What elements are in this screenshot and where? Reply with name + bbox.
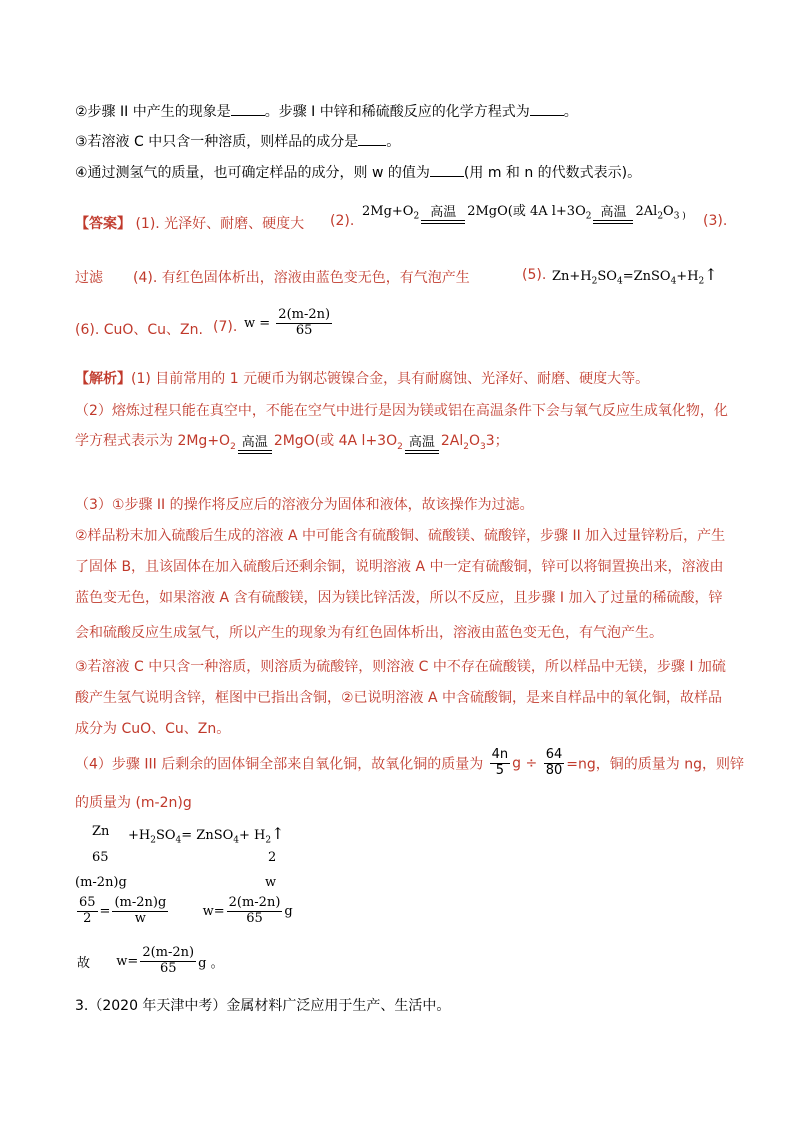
answer-5-num: (5). — [522, 267, 547, 283]
answer-7-num: (7). — [213, 319, 238, 335]
answer-4-text: (4). 有红色固体析出，溶液由蓝色变无色，有气泡产生 — [133, 270, 470, 286]
answer-blank — [430, 164, 464, 177]
question-line-3: ③若溶液 C 中只含一种溶质，则样品的成分是 。 — [75, 134, 401, 150]
answer-5-equation: $Zn+H_2SO_4=ZnSO_4+H_2↑$ — [552, 265, 718, 287]
analysis-p3: （3）①步骤 II 的操作将反应后的溶液分为固体和液体，故该操作为过滤。 — [75, 497, 534, 513]
calc-w: w — [265, 875, 277, 890]
answer-3-num: (3). — [703, 213, 728, 229]
analysis-p4a: ②样品粉末加入硫酸后生成的溶液 A 中可能含有硫酸铜、硫酸镁、硫酸锌，步骤 II 加入过量锌粉后，产生 — [75, 528, 726, 544]
analysis-p6a: （4）步骤 III 后剩余的固体铜全部来自氧化铜，故氧化铜的质量为 $\frac{4n}{5}$ g ÷ $\frac{64}{80}$ =ng，铜的质量为 ng，则锌 — [75, 747, 744, 778]
calc-equation-rest: $+H_2SO_4=$ ZnSO$_4$+ $H_2↑$ — [128, 824, 285, 846]
analysis-p5c: 成分为 CuO、Cu、Zn。 — [75, 721, 231, 737]
answer-3-text: 过滤 — [75, 270, 103, 286]
analysis-p5b: 酸产生氢气说明含锌，框图中已指出含铜，②已说明溶液 A 中含硫酸铜，是来自样品中的氧化铜，故样品 — [75, 690, 723, 706]
answer-2-equation: $2Mg+O_2$ 高温 2MgO(或 4A $l+3O_2$ 高温 $2Al_2O_{3 )}$ — [362, 204, 686, 222]
answer-2-num: (2). — [330, 213, 355, 229]
analysis-p2b: 学方程式表示为 $2Mg+O_2$ 高温 2MgO(或 4A $l+3O_2$ 高温 $2Al_2O_33$； — [75, 433, 509, 452]
result-line: 故 w= $\frac{2(m-2n)}{65}$ g 。 — [77, 945, 224, 976]
analysis-p1: 【解析】(1) 目前常用的 1 元硬币为钢芯镀镍合金，具有耐腐蚀、光泽好、耐磨、硬度大等。 — [75, 371, 650, 387]
calc-equation: Zn — [92, 824, 110, 839]
analysis-p4d: 会和硫酸反应生成氢气，所以产生的现象为有红色固体析出，溶液由蓝色变无色，有气泡产生。 — [75, 625, 663, 641]
question-line-4: ④通过测氢气的质量，也可确定样品的成分，则 w 的值为 (用 m 和 n 的代数式表示)。 — [75, 165, 642, 181]
question-line-2: ②步骤 II 中产生的现象是 。步骤 I 中锌和稀硫酸反应的化学方程式为 。 — [75, 104, 578, 120]
next-question: 3.（2020 年天津中考）金属材料广泛应用于生产、生活中。 — [75, 998, 451, 1014]
analysis-p4b: 了固体 B，且该固体在加入硫酸后还剩余铜，说明溶液 A 中一定有硫酸铜，锌可以将铜置换出来，溶液由 — [75, 559, 724, 575]
ratio-line: $\frac{65}{2}$ = $\frac{(m-2n)g}{w}$ w= $\frac{2(m-2n)}{65}$ g — [79, 895, 293, 926]
answer-blank — [231, 103, 265, 116]
answer-line-1: 【答案】 (1). 光泽好、耐磨、硬度大 — [75, 216, 305, 232]
calc-mass: (m-2n)g — [75, 875, 127, 890]
answer-blank — [358, 133, 386, 146]
analysis-p5a: ③若溶液 C 中只含一种溶质，则溶质为硫酸锌，则溶液 C 中不存在硫酸镁，所以样品中无镁，步骤 I 加硫 — [75, 659, 726, 675]
analysis-p2a: （2）熔炼过程只能在真空中，不能在空气中进行是因为镁或铝在高温条件下会与氧气反应生成氧化物，化 — [75, 403, 728, 419]
analysis-p6b: 的质量为 (m-2n)g — [75, 795, 192, 811]
answer-6-text: (6). CuO、Cu、Zn. — [75, 322, 203, 338]
analysis-p4c: 蓝色变无色，如果溶液 A 含有硫酸镁，因为镁比锌活泼，所以不反应，且步骤 I 加入了过量的稀硫酸，锌 — [75, 590, 723, 606]
calc-65: 65 — [92, 850, 109, 865]
answer-blank — [530, 103, 564, 116]
answer-7-formula: w = $\frac{2(m-2n)}{65}$ — [244, 307, 331, 338]
calc-2: 2 — [268, 850, 277, 865]
